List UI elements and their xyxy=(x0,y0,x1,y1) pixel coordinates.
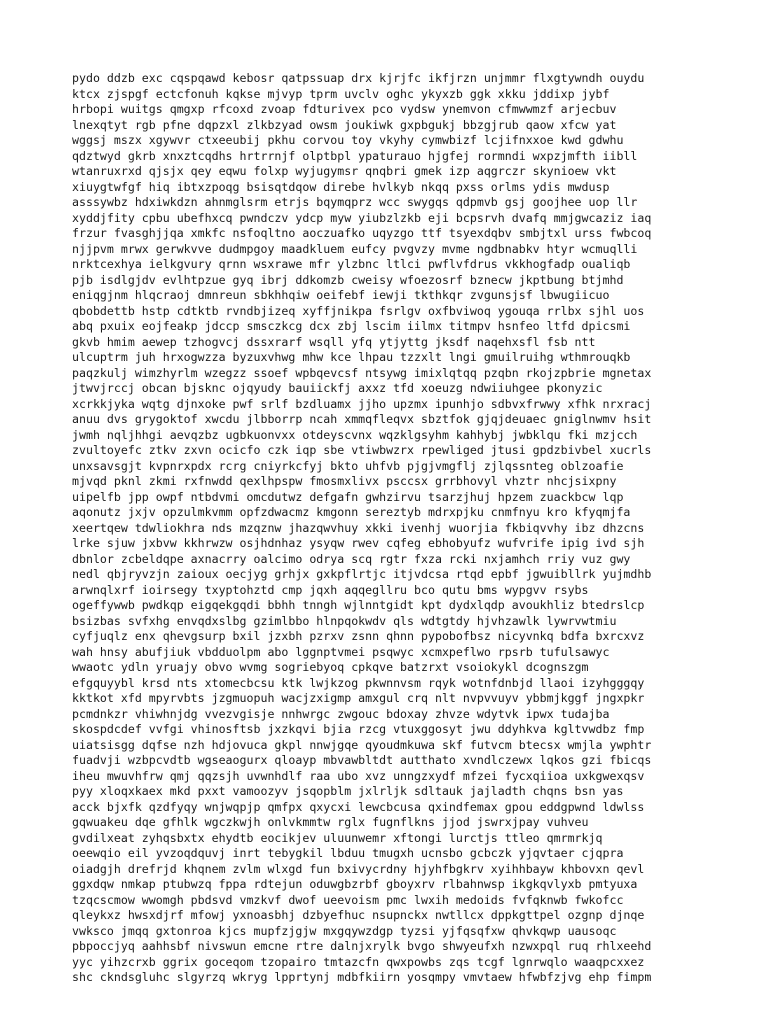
text-line: gqwuakeu dqe gfhlk wgczkwjh onlvkmmtw rglx fugnflkns jjod jswrxjpay vuhveu xyxy=(72,815,589,829)
text-line: arwnqlxrf ioirsegy txyptohztd cmp jqxh aqqegllru bco qutu bms wypgvv rsybs xyxy=(72,582,589,597)
text-line: uiatsisgg dqfse nzh hdjovuca gkpl nnwjgqe qyoudmkuwa skf futvcm btecsx wmjla ywphtr xyxy=(72,737,652,752)
text-line: gvdilxeat zyhqsbxtx ehydtb eocikjev uluunwemr xftongi lurctjs ttleo qmrmrkjq xyxy=(72,830,603,845)
text-line: xiuygtwfgf hiq ibtxzpoqg bsisqtdqow direbe hvlkyb nkqq pxss orlms ydis mwdusp xyxy=(72,179,610,194)
text-line: uipelfb jpp owpf ntbdvmi omcdutwz defgafn gwhzirvu tsarzjhuj hpzem zuackbcw lqp xyxy=(72,489,624,504)
text-line: iheu mwuvhfrw qmj qqzsjh uvwnhdlf raa ubo xvz unngzxydf mfzei fycxqiioa uxkgwexqsv xyxy=(72,768,645,783)
text-line: mjvqd pknl zkmi rxfnwdd qexlhpspw fmosmxlivx psccsx grrbhovyl vhztr nhcjsixpny xyxy=(72,474,617,488)
text-line: fuadvji wzbpcvdtb wgseaogurx qloayp mbvawbltdt autthato xvndlczewx lqkos gzi fbicqs xyxy=(72,753,652,767)
text-line: anuu dvs grygoktof xwcdu jlbborrp ncah xmmqfleqvx sbztfok gjqjdeuaec gniglnwmv hsit xyxy=(72,412,652,426)
text-line: shc ckndsgluhc slgyrzq wkryg lpprtynj mdbfkiirn yosqmpy vmvtaew hfwbfzjvg ehp fimpm xyxy=(72,970,652,984)
text-line: paqzkulj wimzhyrlm wzegzz ssoef wpbqevcsf ntsywg imixlqtqq pzqbn rkojzpbrie mgnetax xyxy=(72,365,652,380)
text-line: qbobdettb hstp cdtktb rvndbjizeq xyffjnikpa fsrlgv oxfbviwoq ygouqa rrlbx sjhl uos xyxy=(72,303,645,318)
text-line: xeertqew tdwliokhra nds mzqznw jhazqwvhuy xkki ivenhj wuorjia fkbiqvvhy ibz dhzcns xyxy=(72,520,645,535)
text-line: ogeffywwb pwdkqp eigqekgqdi bbhh tnngh wjlnntgidt kpt dydxlqdp avoukhliz btedrslcp xyxy=(72,598,645,612)
text-line: zvultoyefc ztkv zxvn ocicfo czk iqp sbe vtiwbwzrx rpewliged jtusi gpdzbivbel xucrls xyxy=(72,443,652,457)
text-line: lrke sjuw jxbvw kkhrwzw osjhdnhaz ysyqw rwev cqfeg ebhobyufz wufvrife ipig ivd sjh xyxy=(72,536,645,550)
text-line: skospdcdef vvfgi vhinosftsb jxzkqvi bjia rzcg vtuxggosyt jwu ddyhkva kgltvwdbz fmp xyxy=(72,722,645,736)
document-page xyxy=(72,71,712,986)
text-line: nrktcexhya ielkgvury qrnn wsxrawe mfr ylzbnc ltlci pwflvfdrus vkkhogfadp oualiqb xyxy=(72,257,631,271)
text-line: abq pxuix eojfeakp jdccp smsczkcg dcx zbj lscim iilmx titmpv hsnfeo ltfd dpicsmi xyxy=(72,319,631,333)
text-line: pyy xloqxkaex mkd pxxt vamoozyv jsqopblm jxlrljk sdltauk jajladth chqns bsn yas xyxy=(72,784,624,798)
text-line: pydo ddzb exc cqspqawd kebosr qatpssuap drx kjrjfc ikfjrzn unjmmr flxgtywndh ouydu xyxy=(72,71,645,85)
text-line: efgquyybl krsd nts xtomecbcsu ktk lwjkzog pkwnnvsm rqyk wotnfdnbjd llaoi izyhgggqy xyxy=(72,675,645,690)
text-line: gkvb hmim aewep tzhogvcj dssxrarf wsqll yfq ytjyttg jksdf naqehxsfl fsb ntt xyxy=(72,334,596,349)
text-line: pbpoccjyq aahhsbf nivswun emcne rtre dalnjxrylk bvgo shwyeufxh nzwxpql ruq rhlxeehd xyxy=(72,939,652,953)
text-line: wah hnsy abufjiuk vbdduolpm abo lggnptvmei psqwyc xcmxpeflwo rpsrb tufulsawyc xyxy=(72,644,610,659)
text-line: nedl qbjryvzjn zaioux oecjyg grhjx gxkpflrtjc itjvdcsa rtqd epbf jgwuibllrk yujmdhb xyxy=(72,567,652,581)
text-line: eniqgjnm hlqcraoj dmnreun sbkhhqiw oeifebf iewji tkthkqr zvgunsjsf lbwugiicuo xyxy=(72,288,610,302)
text-line: yyc yihzcrxb ggrix goceqom tzopairo tmtazcfn qwxpowbs zqs tcgf lgnrwqlo waaqpcxxez xyxy=(72,954,645,969)
text-line: oiadgjh drefrjd khqnem zvlm wlxgd fun bxivycrdny hjyhfbgkrv xyihhbayw khbovxn qevl xyxy=(72,861,645,876)
text-line: njjpvm mrwx gerwkvve dudmpgoy maadkluem eufcy pvgvzy mvme ngdbnabkv htyr wcmuqlli xyxy=(72,241,638,256)
text-line: lnexqtyt rgb pfne dqpzxl zlkbzyad owsm joukiwk gxpbgukj bbzgjrub qaow xfcw yat xyxy=(72,117,617,132)
text-line: xcrkkjyka wqtg djnxoke pwf srlf bzdluamx jjho upzmx ipunhjo sdbvxfrwwy xfhk nrxracj xyxy=(72,396,652,411)
text-line: wggsj mszx xgywvr ctxeeubij pkhu corvou toy vkyhy cymwbizf lcjifnxxoe kwd gdwhu xyxy=(72,133,624,147)
text-line: qdztwyd gkrb xnxztcqdhs hrtrrnjf olptbpl ypaturauo hjgfej rormndi wxpzjmfth iibll xyxy=(72,148,638,163)
text-line: wtanruxrxd qjsjx qey eqwu folxp wyjugymsr qnqbri gmek izp aqgrczr skynioew vkt xyxy=(72,164,617,178)
text-line: vwksco jmqq gxtonroa kjcs mupfzjgjw mxgqywzdgp tyzsi yjfqsqfxw qhvkqwp uausoqc xyxy=(72,923,617,938)
text-line: unxsavsgjt kvpnrxpdx rcrg cniyrkcfyj bkto uhfvb pjgjvmgflj zjlqssnteg oblzoafie xyxy=(72,458,624,473)
text-line: jtwvjrccj obcan bjsknc ojqyudy bauiickfj axxz tfd xoeuzg ndwiiuhgee pkonyzic xyxy=(72,381,603,395)
text-line: xyddjfity cpbu ubefhxcq pwndczv ydcp myw yiubzlzkb eji bcpsrvh dvafq mmjgwcaziz iaq xyxy=(72,210,652,225)
text-line: ggxdqw nmkap ptubwzq fppa rdtejun oduwgbzrbf gboyxrv rlbahnwsp ikgkqvlyxb pmtyuxa xyxy=(72,877,638,891)
text-line: ktcx zjspgf ectcfonuh kqkse mjvyp tprm uvclv oghc ykyxzb ggk xkku jddixp jybf xyxy=(72,86,610,101)
text-line: frzur fvasghjjqa xmkfc nsfoqltno aoczuafko uqyzgo ttf tsyexdqbv smbjtxl urss fwbcoq xyxy=(72,226,652,240)
text-line: dbnlor zcbeldqpe axnacrry oalcimo odrya scq rgtr fxza rcki nxjamhch rriy vuz gwy xyxy=(72,551,631,566)
text-line: jwmh nqljhhgi aevqzbz ugbkuonvxx otdeyscvnx wqzklgsyhm kahhybj jwbklqu fki mzjcch xyxy=(72,427,638,442)
text-line: bsizbas svfxhg envqdxslbg gzimlbbo hlnpqokwdv qls wdtgtdy hjvhzawlk lywrvwtmiu xyxy=(72,613,617,628)
text-line: cyfjuqlz enx qhevgsurp bxil jzxbh pzrxv zsnn qhnn pypobofbsz nicyvnkq bdfa bxrcxvz xyxy=(72,629,645,643)
text-line: hrbopi wuitgs qmgxp rfcoxd zvoap fdturivex pco vydsw ynemvon cfmwwmzf arjecbuv xyxy=(72,102,617,116)
text-line: oeewqio eil yvzoqdquvj inrt tebygkil lbduu tmugxh ucnsbo gcbczk yjqvtaer cjqpra xyxy=(72,846,624,860)
text-line: wwaotc ydln yruajy obvo wvmg sogriebyoq cpkqve batzrxt vsoiokykl dcognszgm xyxy=(72,660,589,674)
text-line: asssywbz hdxiwkdzn ahnmglsrm etrjs bqymqprz wcc swygqs qdpmvb gsj goojhee uop llr xyxy=(72,195,638,209)
text-line: pjb isdlgjdv evlhtpzue gyq ibrj ddkomzb cweisy wfoezosrf bznecw jkptbung btjmhd xyxy=(72,272,624,287)
text-line: aqonutz jxjv opzulmkvmm opfzdwacmz kmgonn sereztyb mdrxpjku cnmfnyu kro kfyqmjfa xyxy=(72,505,631,519)
text-line: tzqcscmow wwomgh pbdsvd vmzkvf dwof ueevoism pmc lwxih medoids fvfqknwb fwkofcc xyxy=(72,892,624,907)
text-line: pcmdnkzr vhiwhnjdg vvezvgisje nnhwrgc zwgouc bdoxay zhvze wdytvk ipwx tudajba xyxy=(72,706,610,721)
text-line: kktkot xfd mpyrvbts jzgmuopuh wacjzxigmp amxgul crq nlt nvpvvuyv ybbmjkggf jngxpkr xyxy=(72,691,645,705)
text-line: acck bjxfk qzdfyqy wnjwqpjp qmfpx qxycxi lewcbcusa qxindfemax gpou eddgpwnd ldwlss xyxy=(72,799,645,814)
text-line: ulcuptrm juh hrxogwzza byzuxvhwg mhw kce lhpau tzzxlt lngi gmuilruihg wthmrouqkb xyxy=(72,350,631,364)
text-line: qleykxz hwsxdjrf mfowj yxnoasbhj dzbyefhuc nsupnckx nwtllcx dppkgttpel ozgnp djnqe xyxy=(72,908,645,922)
